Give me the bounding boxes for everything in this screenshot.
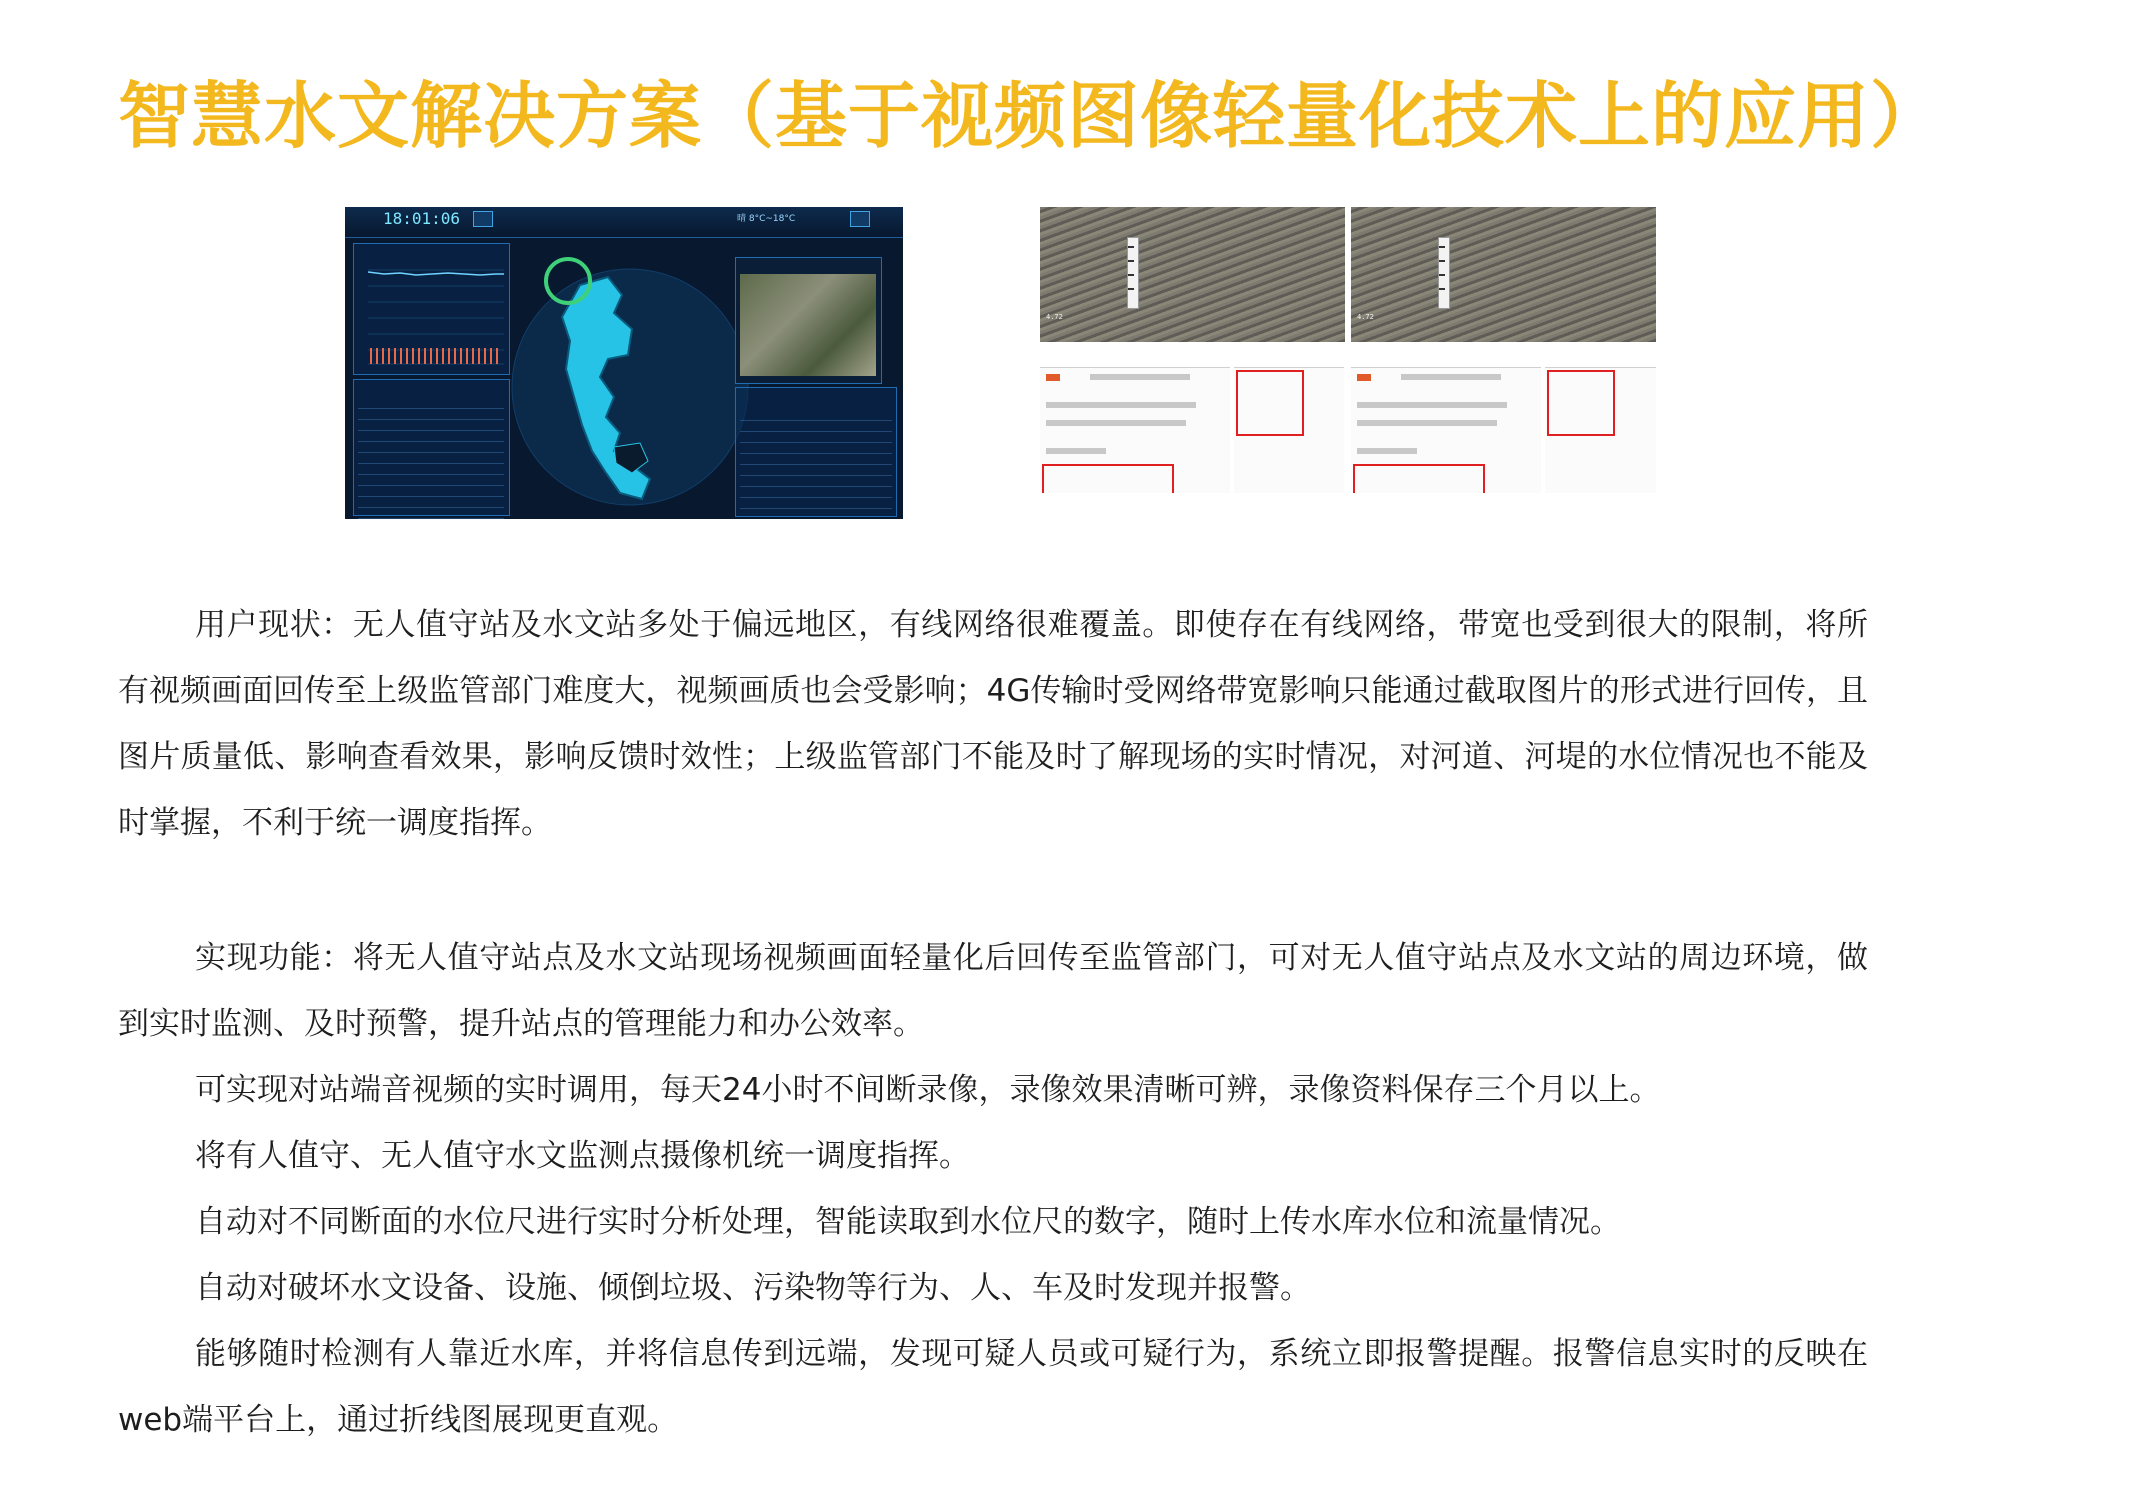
water-level-chart [354,252,509,372]
file-icon [1046,374,1060,381]
paragraph-gauge-analysis: 自动对不同断面的水位尺进行实时分析处理，智能读取到水位尺的数字，随时上传水库水位和流量情况。 [195,1204,1621,1240]
live-video-frame [740,274,876,376]
file-details-right [1545,367,1656,493]
station-table [358,398,504,519]
water-level-chart-panel [353,243,510,375]
paragraph-intrusion-alarm: 能够随时检测有人靠近水库，并将信息传到远端，发现可疑人员或可疑行为，系统立即报警提醒。报警信息实时的反映在web端平台上，通过折线图展现更直观。 [118,1336,1868,1438]
highlight-size-right [1353,464,1485,493]
live-video-panel [735,257,882,384]
region-map-shape [510,237,750,519]
paragraph-camera-dispatch: 将有人值守、无人值守水文监测点摄像机统一调度指挥。 [195,1138,970,1174]
water-gauge-left [1127,237,1139,309]
file-icon [1357,374,1371,381]
weather-readout: 晴 8°C~18°C [737,214,796,224]
video-compression-screenshot [1040,207,1656,493]
alarm-table-panel [735,387,897,517]
dashboard-screenshot [345,207,903,519]
highlight-size-left [1042,464,1174,493]
station-table-panel [353,379,510,516]
home-icon [473,211,493,227]
alarm-table [740,406,892,519]
file-properties-right [1351,367,1541,493]
file-details-left [1234,367,1344,493]
gauge-reading-left: 4.72 [1046,313,1063,321]
dashboard-clock: 18:01:06 [383,209,461,228]
water-gauge-frame-left [1040,207,1345,342]
paragraph-user-status: 用户现状：无人值守站及水文站多处于偏远地区，有线网络很难覆盖。即使存在有线网络，带宽也受到很大的限制，将所有视频画面回传至上级监管部门难度大，视频画质也会受影响；4G传输时受网络带宽影响只能通过截取图片的形式进行回传，且图片质量低、影响查看效果，影响反馈时效性；上级监管部门不能及时了解现场的实时情况，对河道、河堤的水位情况也不能及时掌握，不利于统一调度指挥。 [118,607,1868,841]
paragraph-vandalism-alarm: 自动对破坏水文设备、设施、倾倒垃圾、污染物等行为、人、车及时发现并报警。 [195,1270,1311,1306]
dashboard-topbar [345,207,903,238]
highlight-details-right [1547,370,1615,436]
gauge-reading-right: 4.72 [1357,313,1374,321]
water-gauge-frame-right [1351,207,1656,342]
paragraph-features: 实现功能：将无人值守站点及水文站现场视频画面轻量化后回传至监管部门，可对无人值守站点及水文站的周边环境，做到实时监测、及时预警，提升站点的管理能力和办公效率。 [118,940,1868,1042]
region-map [510,237,750,519]
file-properties-left [1040,367,1230,493]
highlight-details-left [1236,370,1304,436]
settings-icon [850,211,870,227]
water-gauge-right [1438,237,1450,309]
page-title: 智慧水文解决方案（基于视频图像轻量化技术上的应用） [118,74,1944,158]
paragraph-realtime-recording: 可实现对站端音视频的实时调用，每天24小时不间断录像，录像效果清晰可辨，录像资料保存三个月以上。 [195,1072,1661,1108]
